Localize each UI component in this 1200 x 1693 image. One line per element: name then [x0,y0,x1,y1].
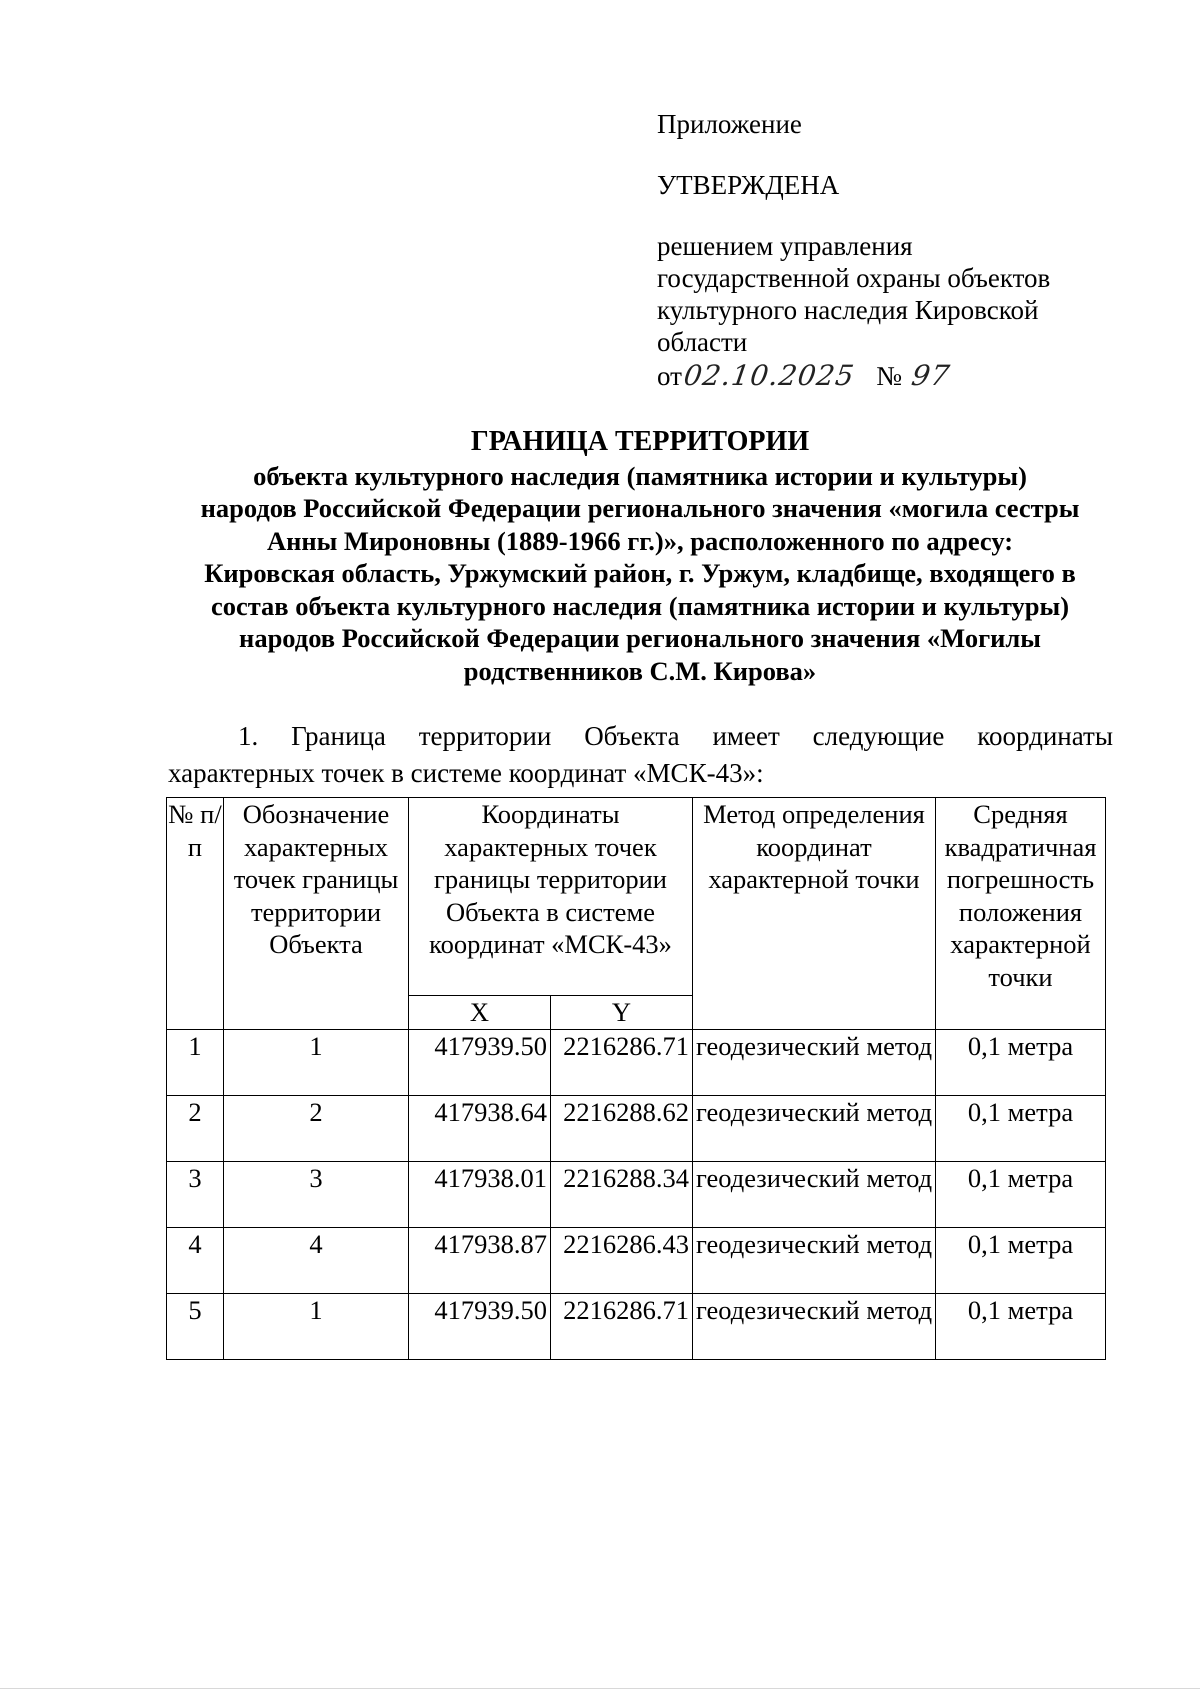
table-row [167,1294,1106,1360]
cell-point: 1 [224,1294,409,1360]
cell-num: 4 [167,1228,224,1294]
cell-error: 0,1 метра [936,1030,1106,1096]
paragraph-line-1 [168,718,1113,755]
decision-line: культурного наследия Кировской [657,295,1039,325]
cell-method: геодезический метод [693,1096,936,1162]
cell-method: геодезический метод [693,1030,936,1096]
appendix-label: Приложение [657,109,802,139]
title-line: состав объекта культурного наследия (памятника истории и культуры) [210,590,1070,621]
approved-label: УТВЕРЖДЕНА [657,170,840,200]
table-row [167,1096,1106,1162]
document-title [160,426,1120,687]
title-line: объекта культурного наследия (памятника истории и культуры) [253,460,1027,491]
coordinates-table [166,797,1106,1360]
title-line: Анны Мироновны (1889-1966 гг.)», расположенного по адресу: [266,525,1014,556]
cell-num: 2 [167,1096,224,1162]
cell-point: 3 [224,1162,409,1228]
handwritten-date: 02.10.2025 [681,359,857,392]
header-designation: Обозначение характерных точек границы территории Объекта [224,798,409,1030]
header-x: X [409,996,551,1030]
decision-line: государственной охраны объектов [657,263,1051,293]
cell-point: 4 [224,1228,409,1294]
cell-x: 417938.87 [409,1228,551,1294]
cell-method: геодезический метод [693,1294,936,1360]
paragraph-word: Объекта [584,721,680,751]
paragraph-word: координаты [977,721,1113,751]
date-prefix: от [657,361,682,391]
cell-num: 5 [167,1294,224,1360]
title-line: народов Российской Федерации регионального значения «Могилы [239,623,1041,653]
cell-y: 2216286.71 [551,1294,693,1360]
cell-method: геодезический метод [693,1228,936,1294]
number-sign: № [876,361,903,391]
approval-block [657,108,1127,392]
cell-num: 3 [167,1162,224,1228]
handwritten-number: 97 [909,359,953,392]
cell-x: 417938.64 [409,1096,551,1162]
paragraph-word: имеет [712,721,780,751]
cell-y: 2216286.71 [551,1030,693,1096]
table-row [167,1228,1106,1294]
table-row [167,1030,1106,1096]
cell-error: 0,1 метра [936,1162,1106,1228]
scan-edge-line [0,1688,1200,1689]
paragraph-word: следующие [812,721,945,751]
decision-line: решением управления [657,231,913,261]
date-number-line [657,360,1127,392]
cell-error: 0,1 метра [936,1096,1106,1162]
cell-x: 417939.50 [409,1294,551,1360]
header-error: Средняя квадратичная погрешность положения характерной точки [936,798,1106,1030]
cell-error: 0,1 метра [936,1294,1106,1360]
title-line: народов Российской Федерации регионального значения «могила сестры [200,493,1080,523]
title-line: Кировская область, Уржумский район, г. Уржум, кладбище, входящего в [204,558,1076,588]
paragraph-word: 1. [238,721,259,751]
header-y: Y [551,996,693,1030]
paragraph-word: территории [418,721,552,751]
cell-point: 2 [224,1096,409,1162]
header-method: Метод определения координат характерной точки [693,798,936,1030]
table-row [167,1162,1106,1228]
title-line: родственников С.М. Кирова» [463,655,817,686]
cell-y: 2216286.43 [551,1228,693,1294]
cell-y: 2216288.34 [551,1162,693,1228]
cell-point: 1 [224,1030,409,1096]
cell-num: 1 [167,1030,224,1096]
cell-y: 2216288.62 [551,1096,693,1162]
decision-line: области [657,327,748,357]
cell-error: 0,1 метра [936,1228,1106,1294]
title-heading: ГРАНИЦА ТЕРРИТОРИИ [470,426,810,457]
header-coordinates: Координаты характерных точек границы территории Объекта в системе координат «МСК-43» [409,798,693,996]
paragraph-line-2: характерных точек в системе координат «МСК-43»: [168,758,764,788]
coordinates-paragraph [168,718,1113,792]
header-num: № п/п [167,798,224,1030]
paragraph-word: Граница [291,721,386,751]
cell-x: 417939.50 [409,1030,551,1096]
cell-method: геодезический метод [693,1162,936,1228]
cell-x: 417938.01 [409,1162,551,1228]
